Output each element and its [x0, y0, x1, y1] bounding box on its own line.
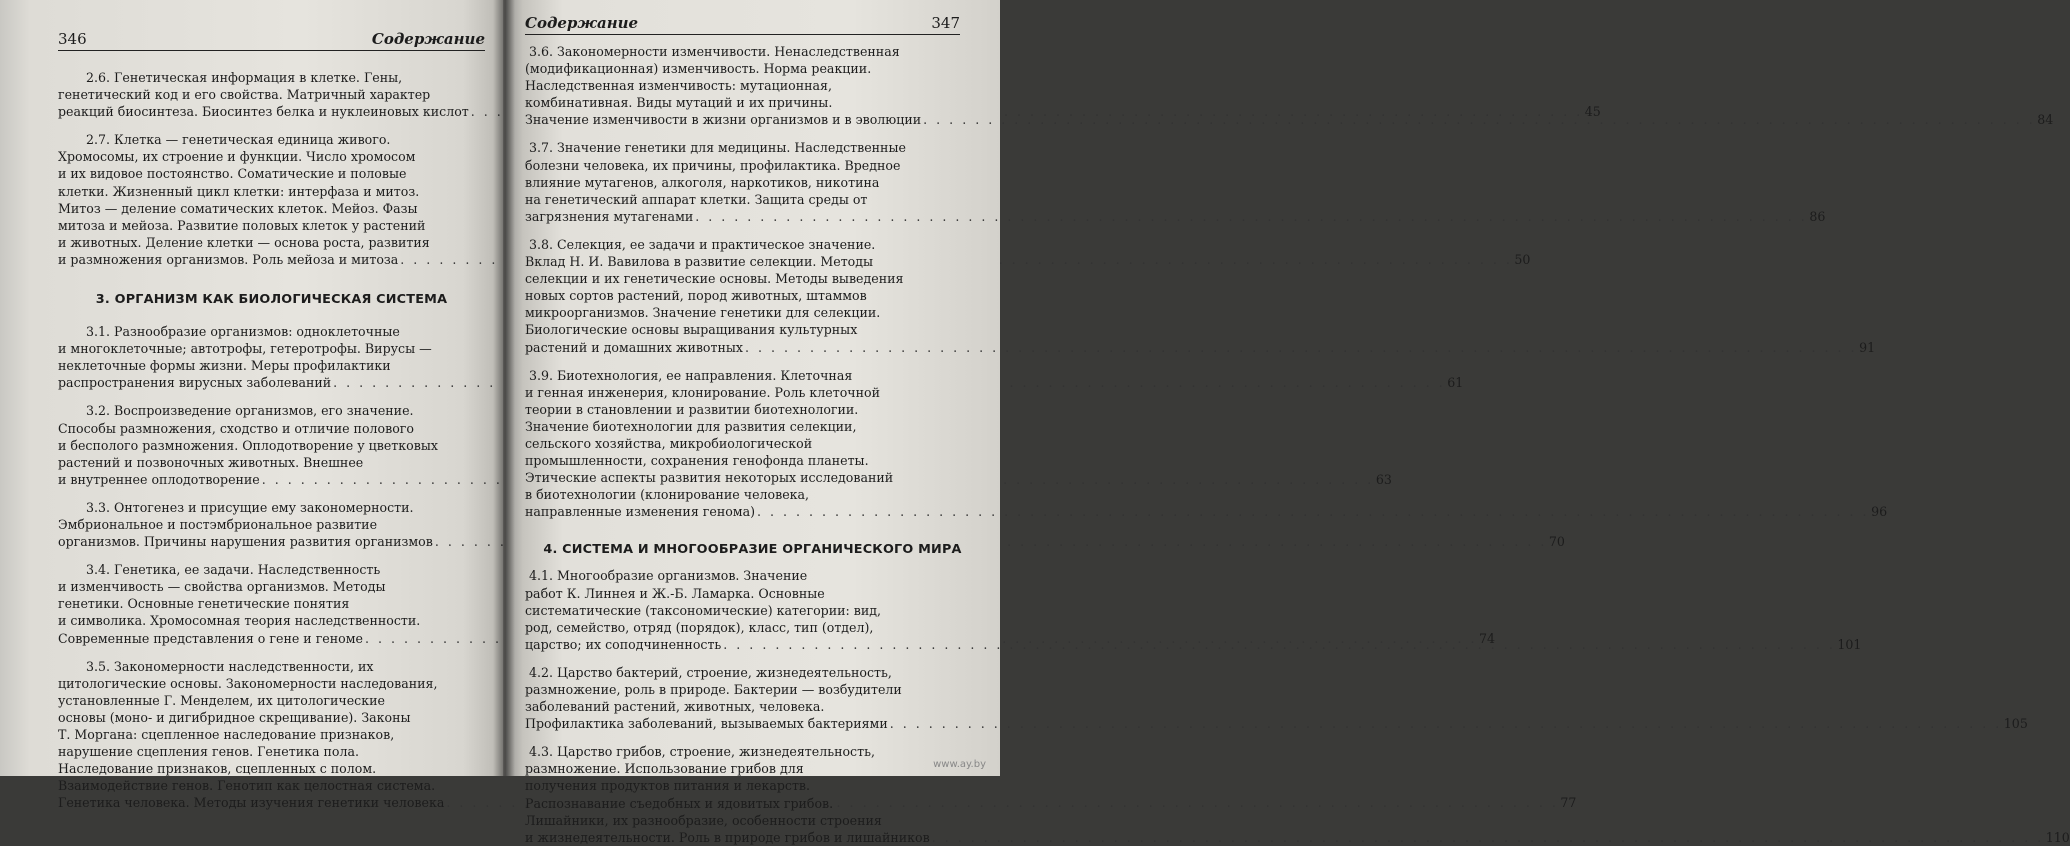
dot-leader — [888, 715, 2004, 732]
toc-entry-line: заболеваний растений, животных, человека. — [525, 699, 825, 715]
toc-entry-line: 2.6. Генетическая информация в клетке. Гены, — [86, 70, 403, 85]
toc-page-number: 105 — [2003, 716, 2028, 732]
toc-entry-line: Биологические основы выращивания культурных — [525, 322, 858, 338]
toc-entry-text: Генетика человека. Методы изучения генетики человека — [58, 795, 445, 811]
toc-page-number: 96 — [1871, 504, 1888, 520]
toc-entry-line: 3.3. Онтогенез и присущие ему закономерности. — [86, 499, 414, 515]
toc-entry-line: цитологические основы. Закономерности наследования, — [58, 675, 438, 691]
toc-entry-line: 4.1. Многообразие организмов. Значение — [529, 568, 808, 584]
toc-entry-text: растений и домашних животных — [525, 339, 744, 355]
toc-entry-line: Этические аспекты развития некоторых исследований — [525, 470, 894, 486]
dot-leader — [755, 503, 1871, 520]
toc-entry-line: и животных. Деление клетки — основа роста, развития — [58, 234, 430, 250]
watermark: www.ay.by — [933, 759, 986, 770]
toc-entry-line: Наследование признаков, сцепленных с полом. — [58, 761, 377, 777]
toc-entry-line: сельского хозяйства, микробиологической — [525, 435, 813, 451]
toc-entry-line: новых сортов растений, пород животных, штаммов — [525, 288, 867, 304]
toc-entry-line: генетический код и его свойства. Матричный характер — [58, 87, 431, 103]
toc-entry-line: болезни человека, их причины, профилактика. Вредное — [525, 157, 901, 173]
left-page-header — [58, 30, 485, 51]
toc-entry-line: Значение биотехнологии для развития селекции, — [525, 418, 857, 434]
toc-entry-text: и внутреннее оплодотворение — [58, 471, 260, 487]
toc-entry-line: установленные Г. Менделем, их цитологические — [58, 692, 385, 708]
dot-leader — [743, 339, 1859, 356]
toc-entry-text: и жизнедеятельности. Роль в природе грибов и лишайников — [525, 829, 930, 845]
toc-page-number: 84 — [2037, 112, 2054, 128]
toc-page-number: 110 — [2045, 829, 2070, 845]
toc-entry-line: растений и позвоночных животных. Внешнее — [58, 454, 364, 470]
toc-entry-line: размножение. Использование грибов для — [525, 761, 804, 777]
toc-entry-line: Вклад Н. И. Вавилова в развитие селекции. Методы — [525, 254, 874, 270]
section-title: 3. ОРГАНИЗМ КАК БИОЛОГИЧЕСКАЯ СИСТЕМА — [95, 292, 448, 308]
toc-page-number: 74 — [1479, 630, 1496, 646]
toc-entry-line: 3.2. Воспроизведение организмов, его значение. — [86, 403, 414, 419]
toc-entry-last-line — [525, 715, 2028, 732]
toc-entry-line: 2.7. Клетка — генетическая единица живого. — [86, 132, 391, 148]
toc-entry-line: систематические (таксономические) категории: вид, — [525, 602, 881, 618]
toc-entry-line: работ К. Линнея и Ж.-Б. Ламарка. Основные — [525, 585, 825, 601]
toc-entry-text: организмов. Причины нарушения развития организмов — [58, 534, 433, 550]
toc-page-number: 70 — [1548, 534, 1565, 550]
toc-entry-text: загрязнения мутагенами — [525, 208, 694, 224]
dot-leader — [721, 636, 1837, 653]
toc-page-number: 63 — [1375, 471, 1392, 487]
toc-entry-line: промышленности, сохранения генофонда планеты. — [525, 453, 869, 469]
toc-entry-line: Хромосомы, их строение и функции. Число хромосом — [58, 149, 416, 165]
toc-entry-last-line — [525, 208, 1826, 225]
toc-page-number: 77 — [1560, 795, 1577, 811]
page-number: 346 — [58, 30, 87, 48]
toc-entry-line: Митоз — деление соматических клеток. Мейоз. Фазы — [58, 200, 418, 216]
toc-entry-line: и бесполого размножения. Оплодотворение у цветковых — [58, 437, 438, 453]
toc-entry-line: и генная инженерия, клонирование. Роль клеточной — [525, 384, 880, 400]
toc-entry-line: генетики. Основные генетические понятия — [58, 596, 350, 612]
toc-entry-line: 4.2. Царство бактерий, строение, жизнедеятельность, — [529, 664, 892, 680]
toc-entry-text: царство; их соподчиненность — [525, 636, 722, 652]
toc-entry-line: и многоклеточные; автотрофы, гетеротрофы. Вирусы — — [58, 341, 432, 357]
section-title: 4. СИСТЕМА И МНОГООБРАЗИЕ ОРГАНИЧЕСКОГО МИРА — [543, 542, 962, 558]
toc-entry-line: 3.8. Селекция, ее задачи и практическое значение. — [529, 236, 876, 252]
toc-entry-line: 3.1. Разнообразие организмов: одноклеточные — [86, 324, 400, 340]
toc-entry-line: и их видовое постоянство. Соматические и половые — [58, 166, 407, 182]
toc-entry-line: 3.7. Значение генетики для медицины. Наследственные — [529, 140, 906, 156]
toc-entry-line: неклеточные формы жизни. Меры профилактики — [58, 358, 391, 374]
toc-entry-text: направленные изменения генома) — [525, 504, 756, 520]
toc-entry-line: род, семейство, отряд (порядок), класс, тип (отдел), — [525, 619, 874, 635]
toc-entry — [525, 139, 1826, 224]
toc-entry-line: размножение, роль в природе. Бактерии — возбудители — [525, 682, 902, 697]
toc-entry-last-line — [525, 829, 2070, 846]
toc-entry-text: Значение изменчивости в жизни организмов и в эволюции — [525, 112, 922, 128]
toc-entry-line: и символика. Хромосомная теория наследственности. — [58, 613, 421, 629]
toc-entry-line: Эмбриональное и постэмбриональное развитие — [58, 516, 378, 532]
toc-entry-line: нарушение сцепления генов. Генетика пола. — [58, 744, 359, 760]
toc-entry-line: Способы размножения, сходство и отличие полового — [58, 420, 414, 436]
toc-entry-line: Распознавание съедобных и ядовитых грибов. — [525, 795, 834, 811]
toc-entry-text: реакций биосинтеза. Биосинтез белка и нуклеиновых кислот — [58, 104, 469, 120]
toc-entry-line: клетки. Жизненный цикл клетки: интерфаза и митоз. — [58, 183, 420, 199]
toc-page-number: 91 — [1859, 339, 1876, 355]
toc-entry-line: Т. Моргана: сцепленное наследование признаков, — [58, 727, 395, 742]
dot-leader — [693, 208, 1809, 225]
toc-entry-line: 3.9. Биотехнология, ее направления. Клеточная — [529, 367, 853, 383]
toc-entry-line: на генетический аппарат клетки. Защита среды от — [525, 191, 868, 207]
toc-entry-text: Современные представления о гене и геноме — [58, 630, 363, 646]
toc-entry-text: и размножения организмов. Роль мейоза и митоза — [58, 251, 399, 267]
toc-entry-line: Взаимодействие генов. Генотип как целостная система. — [58, 778, 436, 794]
running-head: Содержание — [371, 30, 485, 48]
toc-entry-line: и изменчивость — свойства организмов. Методы — [58, 579, 386, 595]
toc-entry-line: Наследственная изменчивость: мутационная, — [525, 78, 832, 94]
toc-entry-last-line — [525, 503, 1888, 520]
toc-entry-line: получения продуктов питания и лекарств. — [525, 778, 811, 794]
toc-page-number: 50 — [1514, 251, 1531, 267]
toc-entry-line: Лишайники, их разнообразие, особенности строения — [525, 812, 882, 828]
right-page-header — [525, 14, 960, 35]
toc-entry-line: 3.5. Закономерности наследственности, их — [86, 658, 374, 674]
toc-entry-line: (модификационная) изменчивость. Норма реакции. — [525, 61, 872, 77]
dot-leader — [930, 829, 2046, 846]
toc-entry-line: в биотехнологии (клонирование человека, — [525, 487, 810, 503]
dot-leader — [921, 111, 2037, 128]
toc-entry-line: митоза и мейоза. Развитие половых клеток у растений — [58, 217, 426, 233]
toc-page-number: 61 — [1447, 375, 1464, 391]
toc-entry-line: 4.3. Царство грибов, строение, жизнедеятельность, — [529, 744, 875, 760]
toc-page-number: 101 — [1837, 636, 1862, 652]
toc-entry-text: Профилактика заболеваний, вызываемых бактериями — [525, 716, 888, 732]
toc-entry-last-line — [525, 339, 1876, 356]
toc-entry-line: влияние мутагенов, алкоголя, наркотиков, никотина — [525, 174, 880, 190]
toc-entry-line: теории в становлении и развитии биотехнологии. — [525, 401, 859, 417]
toc-entry-line: селекции и их генетические основы. Методы выведения — [525, 271, 904, 287]
toc-entry-line: основы (моно- и дигибридное скрещивание). Законы — [58, 709, 411, 725]
toc-entry-line: 3.4. Генетика, ее задачи. Наследственность — [86, 562, 381, 578]
toc-page-number: 45 — [1584, 104, 1601, 120]
toc-entry-line: 3.6. Закономерности изменчивости. Ненаследственная — [529, 44, 900, 59]
toc-entry-text: распространения вирусных заболеваний — [58, 375, 332, 391]
toc-entry — [525, 664, 2028, 732]
toc-entry-line: микроорганизмов. Значение генетики для селекции. — [525, 305, 881, 321]
page-number: 347 — [931, 14, 960, 32]
toc-page-number: 86 — [1809, 208, 1826, 224]
running-head: Содержание — [525, 14, 639, 32]
toc-entry-line: комбинативная. Виды мутаций и их причины. — [525, 95, 833, 111]
